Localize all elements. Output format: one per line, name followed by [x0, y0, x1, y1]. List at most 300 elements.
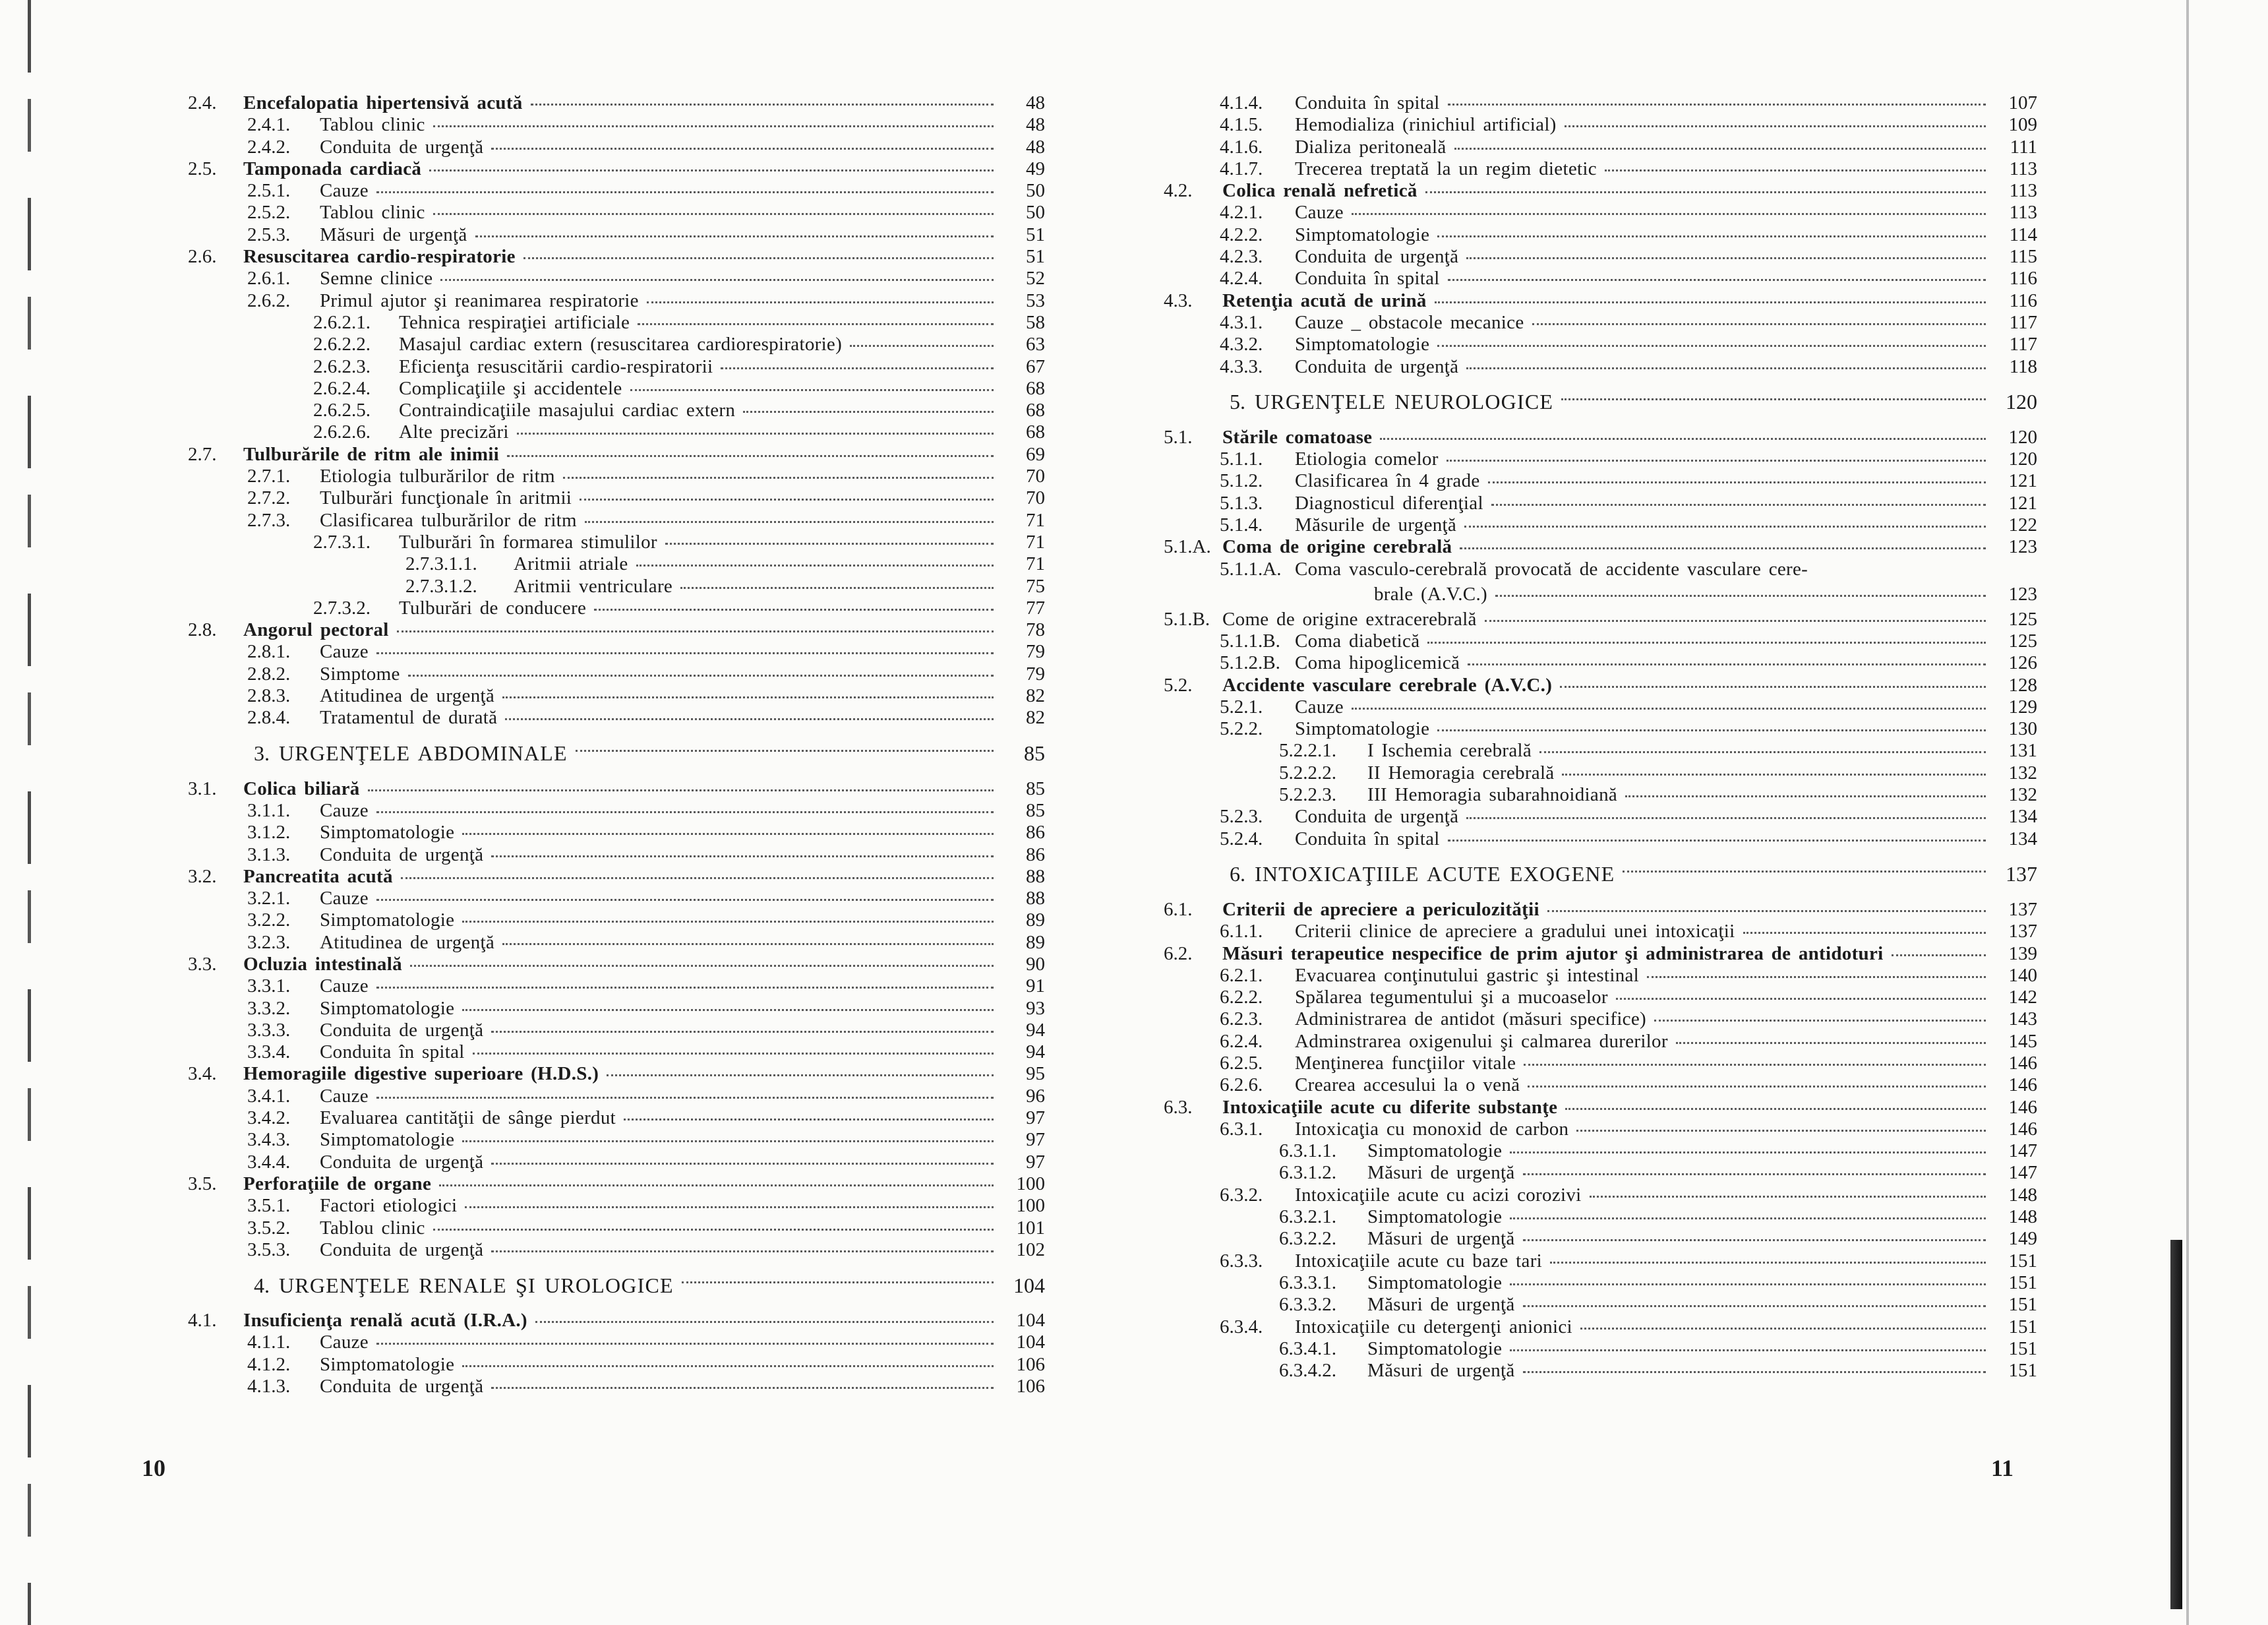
toc-entry-title: URGENŢELE NEUROLOGICE — [1255, 390, 1554, 414]
toc-chapter — [1164, 850, 2037, 899]
toc-entry — [188, 158, 1045, 180]
toc-entry-number: 4.2.1. — [1220, 202, 1263, 224]
toc-entry-page: 53 — [1026, 290, 1045, 311]
dot-leader — [433, 212, 994, 215]
toc-entry-page: 128 — [2008, 674, 2037, 696]
toc-entry-page: 94 — [1026, 1041, 1045, 1063]
right-page-edge — [2186, 0, 2189, 1625]
toc-entry-title: Adminstrarea oxigenului şi calmarea durerilor — [1295, 1030, 1668, 1052]
toc-entry-page: 151 — [2008, 1294, 2037, 1316]
toc-entry-number: 4.1.3. — [247, 1376, 291, 1397]
toc-entry-number: 2.8.2. — [247, 663, 291, 685]
toc-entry-number: 2.6.2. — [247, 290, 291, 311]
toc-entry — [188, 663, 1045, 685]
toc-entry-number: 3.1.1. — [247, 799, 291, 821]
toc-entry — [1164, 675, 2037, 696]
dot-leader — [1425, 191, 1986, 193]
toc-entry-number: 2.6.2.6. — [313, 421, 371, 443]
toc-entry-title: Conduita în spital — [1295, 268, 1440, 290]
toc-entry — [1164, 312, 2037, 334]
toc-entry-title: Perforaţiile de organe — [243, 1173, 432, 1194]
toc-entry-number: 5.1.1.B. — [1220, 630, 1280, 652]
toc-entry-number: 3.3.4. — [247, 1041, 291, 1063]
toc-entry-page: 67 — [1026, 355, 1045, 377]
toc-entry-title: Cauze — [1295, 696, 1344, 718]
toc-entry-title: Insuficienţa renală acută (I.R.A.) — [243, 1310, 527, 1332]
dot-leader — [1466, 257, 1986, 259]
toc-entry — [188, 778, 1045, 800]
toc-entry-page: 106 — [1016, 1376, 1045, 1397]
toc-entry-number: 3.5.2. — [247, 1217, 291, 1239]
toc-entry-number: 2.8. — [188, 619, 217, 641]
toc-entry-title: Evacuarea conţinutului gastric şi intestinal — [1295, 964, 1640, 986]
toc-entry-number: 5.2.2.3. — [1279, 784, 1336, 806]
toc-entry-number: 2.6.2.1. — [313, 311, 371, 333]
dot-leader — [580, 498, 994, 501]
toc-entry — [1164, 1316, 2037, 1338]
toc-entry-title: Semne clinice — [320, 268, 433, 290]
toc-chapter — [188, 1261, 1045, 1310]
toc-entry-number: 3.3.2. — [247, 997, 291, 1019]
toc-entry-number: 5.2.2. — [1220, 718, 1263, 740]
toc-entry — [1164, 1184, 2037, 1206]
toc-entry-title: Coma diabetică — [1295, 630, 1420, 652]
toc-entry — [188, 932, 1045, 954]
toc-entry-number: 4.1.1. — [247, 1332, 291, 1353]
toc-entry-title: Diagnosticul diferenţial — [1295, 492, 1483, 514]
toc-entry — [188, 510, 1045, 532]
dot-leader — [433, 1228, 994, 1231]
toc-entry-title: Măsuri de urgenţă — [1367, 1360, 1515, 1382]
toc-entry-page: 63 — [1026, 334, 1045, 355]
toc-entry — [188, 685, 1045, 707]
toc-entry-page: 78 — [1026, 619, 1045, 641]
dot-leader — [624, 1118, 994, 1120]
toc-entry-title: Criterii de apreciere a periculozităţii — [1222, 898, 1539, 920]
toc-entry-title: Simptomatologie — [1295, 334, 1430, 355]
toc-entry-page: 71 — [1026, 509, 1045, 531]
toc-entry-number: 2.5.3. — [247, 224, 291, 245]
toc-entry-number: 3.2.2. — [247, 909, 291, 931]
toc-entry-number: 2.7.1. — [247, 466, 291, 487]
toc-entry — [1164, 943, 2037, 965]
toc-entry-number: 6.3.1.1. — [1279, 1140, 1336, 1162]
toc-entry-number: 4.3.3. — [1220, 355, 1263, 377]
toc-entry — [1164, 290, 2037, 312]
toc-entry — [188, 1173, 1045, 1195]
toc-entry-title: I Ischemia cerebrală — [1367, 740, 1532, 762]
toc-entry-page: 134 — [2008, 806, 2037, 828]
toc-entry — [188, 180, 1045, 202]
toc-entry-number: 3.3.3. — [247, 1019, 291, 1041]
dot-leader — [1495, 594, 1986, 597]
dot-leader — [1510, 1217, 1986, 1219]
toc-entry-page: 104 — [1016, 1332, 1045, 1353]
toc-entry-title: Etiologia tulburărilor de ritm — [320, 466, 555, 487]
dot-leader — [376, 986, 994, 989]
toc-entry — [1164, 448, 2037, 470]
toc-entry-page: 104 — [1016, 1310, 1045, 1332]
dot-leader — [1625, 795, 1986, 797]
toc-entry-number: 3.2.1. — [247, 888, 291, 909]
toc-entry-number: 3.4.2. — [247, 1107, 291, 1129]
toc-entry — [1164, 652, 2037, 674]
toc-entry-number: 3.1. — [188, 778, 217, 799]
dot-leader — [1464, 525, 1986, 528]
toc-entry-title: Conduita de urgenţă — [320, 136, 484, 158]
toc-entry-number: 5.2. — [1164, 674, 1193, 696]
toc-entry-page: 146 — [2008, 1074, 2037, 1096]
toc-chapter — [188, 729, 1045, 778]
toc-entry — [1164, 356, 2037, 378]
toc-entry-page: 71 — [1026, 553, 1045, 575]
toc-entry — [188, 268, 1045, 290]
dot-leader — [1437, 235, 1986, 237]
toc-entry-title: Etiologia comelor — [1295, 448, 1439, 470]
toc-entry-number: 2.7.3. — [247, 509, 291, 531]
toc-entry-page: 137 — [2006, 862, 2037, 886]
dot-leader — [636, 564, 994, 567]
toc-entry-title: Trecerea treptată la un regim dietetic — [1295, 158, 1597, 179]
dot-leader — [531, 103, 994, 106]
toc-entry — [1164, 784, 2037, 806]
toc-entry — [188, 444, 1045, 466]
toc-entry-title: Conduita în spital — [1295, 828, 1440, 849]
toc-entry — [188, 1354, 1045, 1376]
toc-entry-title: Hemoragiile digestive superioare (H.D.S.) — [243, 1063, 599, 1085]
toc-entry-number: 6.2.1. — [1220, 964, 1263, 986]
dot-leader — [502, 696, 994, 698]
toc-entry — [1164, 1294, 2037, 1316]
toc-entry-number: 3.3. — [188, 953, 217, 975]
toc-entry-page: 94 — [1026, 1019, 1045, 1041]
dot-leader — [505, 718, 994, 720]
toc-entry-number: 3.1.3. — [247, 843, 291, 865]
toc-entry-title: Menţinerea funcţiilor vitale — [1295, 1052, 1516, 1074]
toc-entry-title: Simptomatologie — [1367, 1206, 1503, 1228]
dot-leader — [440, 278, 994, 281]
toc-entry-number: 3.2. — [188, 865, 217, 887]
toc-entry — [1164, 806, 2037, 828]
dot-leader — [491, 1250, 994, 1252]
toc-entry — [1164, 762, 2037, 784]
toc-entry — [188, 421, 1045, 443]
dot-leader — [439, 1184, 994, 1186]
toc-entry — [1164, 1338, 2037, 1360]
toc-entry — [1164, 1162, 2037, 1184]
toc-entry-title: Hemodializa (rinichiul artificial) — [1295, 114, 1557, 136]
dot-leader — [630, 388, 994, 391]
dot-leader — [682, 1281, 994, 1283]
toc-entry-number: 6.3.2.2. — [1279, 1228, 1336, 1250]
toc-entry-page: 68 — [1026, 421, 1045, 443]
dot-leader — [1491, 503, 1986, 506]
page-number-right: 11 — [1991, 1455, 2014, 1481]
toc-entry-page: 117 — [2009, 311, 2037, 333]
toc-entry — [188, 312, 1045, 334]
toc-entry-page: 70 — [1026, 487, 1045, 509]
toc-entry-page: 48 — [1026, 92, 1045, 113]
toc-entry-number: 2.5. — [188, 158, 217, 179]
toc-entry-number: 3. — [254, 741, 270, 766]
toc-entry-number: 3.5. — [188, 1173, 217, 1194]
toc-entry-number: 5.1.A. — [1164, 536, 1211, 558]
toc-entry-number: 2.6.2.2. — [313, 334, 371, 355]
toc-entry-title: Cauze — [320, 180, 369, 202]
toc-entry — [1164, 584, 2037, 609]
toc-entry-number: 2.7.3.1. — [313, 531, 371, 553]
toc-entry-page: 100 — [1016, 1173, 1045, 1194]
toc-entry — [1164, 1140, 2037, 1162]
dot-leader — [647, 301, 994, 303]
toc-entry-page: 50 — [1026, 202, 1045, 224]
toc-entry-title: Conduita de urgenţă — [1295, 806, 1459, 828]
right-page-toc — [1164, 92, 2037, 1382]
toc-entry-title: Simptomatologie — [320, 997, 455, 1019]
toc-entry-number: 4.1.7. — [1220, 158, 1263, 179]
toc-chapter — [1164, 378, 2037, 427]
toc-entry-page: 151 — [2008, 1250, 2037, 1272]
left-page-edge — [28, 0, 31, 1625]
dot-leader — [1523, 1370, 1986, 1373]
toc-entry-number: 4.1.4. — [1220, 92, 1263, 113]
toc-entry — [188, 1086, 1045, 1107]
toc-entry — [188, 487, 1045, 509]
toc-entry-page: 86 — [1026, 822, 1045, 843]
dot-leader — [462, 1008, 994, 1011]
dot-leader — [475, 235, 994, 237]
dot-leader — [1466, 367, 1986, 369]
toc-entry — [1164, 246, 2037, 268]
dot-leader — [1528, 1085, 1986, 1088]
toc-entry — [188, 641, 1045, 663]
toc-entry-page: 148 — [2008, 1206, 2037, 1228]
toc-entry-page: 95 — [1026, 1063, 1045, 1085]
toc-entry — [1164, 92, 2037, 114]
toc-entry-title: Tulburările de ritm ale inimii — [243, 443, 500, 465]
dot-leader — [576, 749, 994, 752]
toc-entry — [188, 844, 1045, 866]
toc-entry — [1164, 493, 2037, 514]
toc-entry — [188, 822, 1045, 843]
toc-entry-page: 97 — [1026, 1107, 1045, 1129]
toc-entry-title: Complicaţiile şi accidentele — [399, 377, 622, 399]
toc-entry-title: Conduita de urgenţă — [320, 1239, 484, 1260]
toc-entry-page: 113 — [2009, 158, 2037, 179]
toc-entry-page: 90 — [1026, 953, 1045, 975]
toc-entry-page: 50 — [1026, 180, 1045, 202]
toc-entry — [1164, 1053, 2037, 1074]
dot-leader — [1565, 125, 1986, 127]
toc-entry-page: 96 — [1026, 1085, 1045, 1107]
toc-entry — [1164, 202, 2037, 224]
toc-entry-title: Simptomatologie — [320, 909, 455, 931]
toc-entry-page: 58 — [1026, 311, 1045, 333]
toc-entry-number: 6.3.4.2. — [1279, 1360, 1336, 1382]
toc-entry-title: Măsuri de urgenţă — [320, 224, 467, 245]
toc-entry-page: 151 — [2008, 1360, 2037, 1382]
dot-leader — [1654, 1019, 1986, 1022]
toc-entry-number: 4.3.2. — [1220, 334, 1263, 355]
toc-entry-page: 88 — [1026, 865, 1045, 887]
toc-entry-title: Măsuri de urgenţă — [1367, 1228, 1515, 1250]
toc-entry-page: 86 — [1026, 843, 1045, 865]
toc-entry-number: 5.1.2. — [1220, 470, 1263, 492]
toc-entry-page: 114 — [2009, 224, 2037, 245]
dot-leader — [376, 1342, 994, 1345]
toc-entry-title: URGENŢELE ABDOMINALE — [279, 741, 568, 766]
toc-entry-page: 139 — [2008, 942, 2037, 964]
toc-entry-number: 3.4.1. — [247, 1085, 291, 1107]
toc-entry-page: 82 — [1026, 707, 1045, 729]
toc-entry-title: Masajul cardiac extern (resuscitarea cardiorespiratorie) — [399, 334, 843, 355]
toc-entry-number: 3.4. — [188, 1063, 217, 1085]
dot-leader — [376, 898, 994, 901]
toc-entry-number: 5.1.3. — [1220, 492, 1263, 514]
toc-entry-title: Primul ajutor şi reanimarea respiratorie — [320, 290, 639, 311]
dot-leader — [607, 1074, 994, 1076]
toc-entry — [1164, 696, 2037, 718]
toc-entry — [1164, 1250, 2037, 1272]
toc-entry — [1164, 1074, 2037, 1096]
dot-leader — [585, 520, 994, 523]
toc-entry-title: Accidente vasculare cerebrale (A.V.C.) — [1222, 674, 1553, 696]
dot-leader — [1468, 663, 1986, 665]
toc-entry-title: Clasificarea în 4 grade — [1295, 470, 1480, 492]
toc-entry-page: 132 — [2008, 784, 2037, 806]
toc-entry-page: 123 — [2008, 583, 2037, 605]
toc-entry-title: Criterii clinice de apreciere a gradului unei intoxicaţii — [1295, 921, 1735, 942]
toc-entry-page: 70 — [1026, 466, 1045, 487]
toc-entry-title: Simptomatologie — [320, 822, 455, 843]
toc-entry — [188, 1239, 1045, 1261]
dot-leader — [1510, 1151, 1986, 1153]
toc-entry-number: 4.1. — [188, 1310, 217, 1332]
dot-leader — [1743, 931, 1986, 934]
toc-entry — [188, 1310, 1045, 1332]
dot-leader — [1524, 1063, 1986, 1066]
toc-entry-page: 85 — [1024, 741, 1045, 766]
toc-entry-title: Intoxicaţiile acute cu acizi corozivi — [1295, 1184, 1582, 1206]
toc-entry-title: Tehnica respiraţiei artificiale — [399, 311, 630, 333]
toc-entry-title: Cauze — [1295, 202, 1344, 224]
dot-leader — [1560, 685, 1986, 688]
toc-entry — [1164, 470, 2037, 492]
page-number-left: 10 — [142, 1455, 165, 1481]
toc-entry-title: Cauze — [320, 975, 369, 997]
dot-leader — [368, 789, 994, 791]
toc-entry-number: 2.6.2.4. — [313, 377, 371, 399]
toc-entry-page: 104 — [1013, 1273, 1045, 1297]
toc-entry-title: Măsurile de urgenţă — [1295, 514, 1457, 536]
toc-entry-title: Encefalopatia hipertensivă acută — [243, 92, 523, 113]
toc-entry-number: 3.4.3. — [247, 1129, 291, 1151]
toc-entry — [188, 954, 1045, 975]
toc-entry-number: 4.3.1. — [1220, 311, 1263, 333]
toc-entry — [1164, 1360, 2037, 1382]
toc-entry — [1164, 137, 2037, 158]
dot-leader — [1676, 1041, 1986, 1044]
toc-entry — [1164, 1119, 2037, 1140]
toc-entry-number: 5.1.2.B. — [1220, 652, 1280, 674]
toc-entry-number: 5.1.1. — [1220, 448, 1263, 470]
toc-entry-number: 6.3.1. — [1220, 1118, 1263, 1140]
toc-entry-title: Conduita în spital — [320, 1041, 465, 1063]
toc-entry-title: Colica renală nefretică — [1222, 180, 1418, 202]
toc-entry-number: 2.5.2. — [247, 202, 291, 224]
toc-entry-page: 118 — [2009, 355, 2037, 377]
toc-entry — [188, 246, 1045, 268]
toc-entry-page: 77 — [1026, 597, 1045, 619]
toc-entry — [188, 866, 1045, 888]
toc-entry-number: 6.3.2. — [1220, 1184, 1263, 1206]
toc-entry-title: Intoxicaţia cu monoxid de carbon — [1295, 1118, 1569, 1140]
toc-entry-page: 85 — [1026, 799, 1045, 821]
toc-entry-number: 4.2.3. — [1220, 246, 1263, 268]
dot-leader — [1547, 909, 1986, 912]
toc-entry-title: Conduita de urgenţă — [1295, 246, 1459, 268]
toc-entry — [188, 532, 1045, 553]
toc-entry — [188, 137, 1045, 158]
toc-entry-page: 82 — [1026, 685, 1045, 707]
dot-leader — [462, 1364, 994, 1367]
toc-entry-number: 4. — [254, 1273, 270, 1297]
toc-entry — [1164, 609, 2037, 630]
toc-entry-number: 2.8.3. — [247, 685, 291, 707]
toc-entry-page: 71 — [1026, 531, 1045, 553]
toc-entry-number: 2.6. — [188, 246, 217, 268]
toc-entry-number: 2.4.2. — [247, 136, 291, 158]
toc-entry-page: 147 — [2008, 1162, 2037, 1184]
toc-entry-title: Cauze — [320, 1332, 369, 1353]
toc-entry-page: 49 — [1026, 158, 1045, 179]
toc-entry-page: 137 — [2008, 898, 2037, 920]
toc-entry — [1164, 1008, 2037, 1030]
toc-entry-number: 2.7.2. — [247, 487, 291, 509]
toc-entry-title: Coma vasculo-cerebrală provocată de accidente vasculare cere- — [1295, 558, 1808, 580]
toc-entry-page: 123 — [2008, 536, 2037, 558]
dot-leader — [850, 344, 994, 347]
toc-entry-page: 151 — [2008, 1272, 2037, 1293]
toc-entry-number: 2.7.3.1.2. — [405, 575, 477, 597]
toc-entry-title: Tablou clinic — [320, 114, 425, 136]
toc-entry-number: 4.1.2. — [247, 1353, 291, 1375]
dot-leader — [429, 169, 994, 171]
toc-entry-title: Conduita în spital — [1295, 92, 1440, 113]
toc-entry-page: 130 — [2008, 718, 2037, 740]
toc-entry-title: Eficienţa resuscitării cardio-respiratorii — [399, 355, 713, 377]
toc-entry-page: 120 — [2006, 390, 2037, 414]
toc-entry-title: Conduita de urgenţă — [320, 1376, 484, 1397]
toc-entry-number: 3.5.1. — [247, 1195, 291, 1217]
dot-leader — [1605, 169, 1986, 171]
toc-entry-page: 79 — [1026, 663, 1045, 685]
toc-entry — [1164, 180, 2037, 202]
toc-entry — [1164, 536, 2037, 558]
toc-entry — [1164, 1031, 2037, 1053]
toc-entry-title: Simptomatologie — [1367, 1140, 1503, 1162]
dot-leader — [743, 410, 994, 413]
dot-leader — [1523, 1239, 1986, 1241]
toc-entry — [1164, 828, 2037, 850]
dot-leader — [1485, 619, 1986, 622]
toc-entry-page: 89 — [1026, 909, 1045, 931]
toc-entry-number: 6.1. — [1164, 898, 1193, 920]
toc-entry-page: 147 — [2008, 1140, 2037, 1162]
toc-entry — [1164, 1228, 2037, 1250]
toc-entry — [188, 1195, 1045, 1217]
toc-entry-number: 6.2. — [1164, 942, 1193, 964]
